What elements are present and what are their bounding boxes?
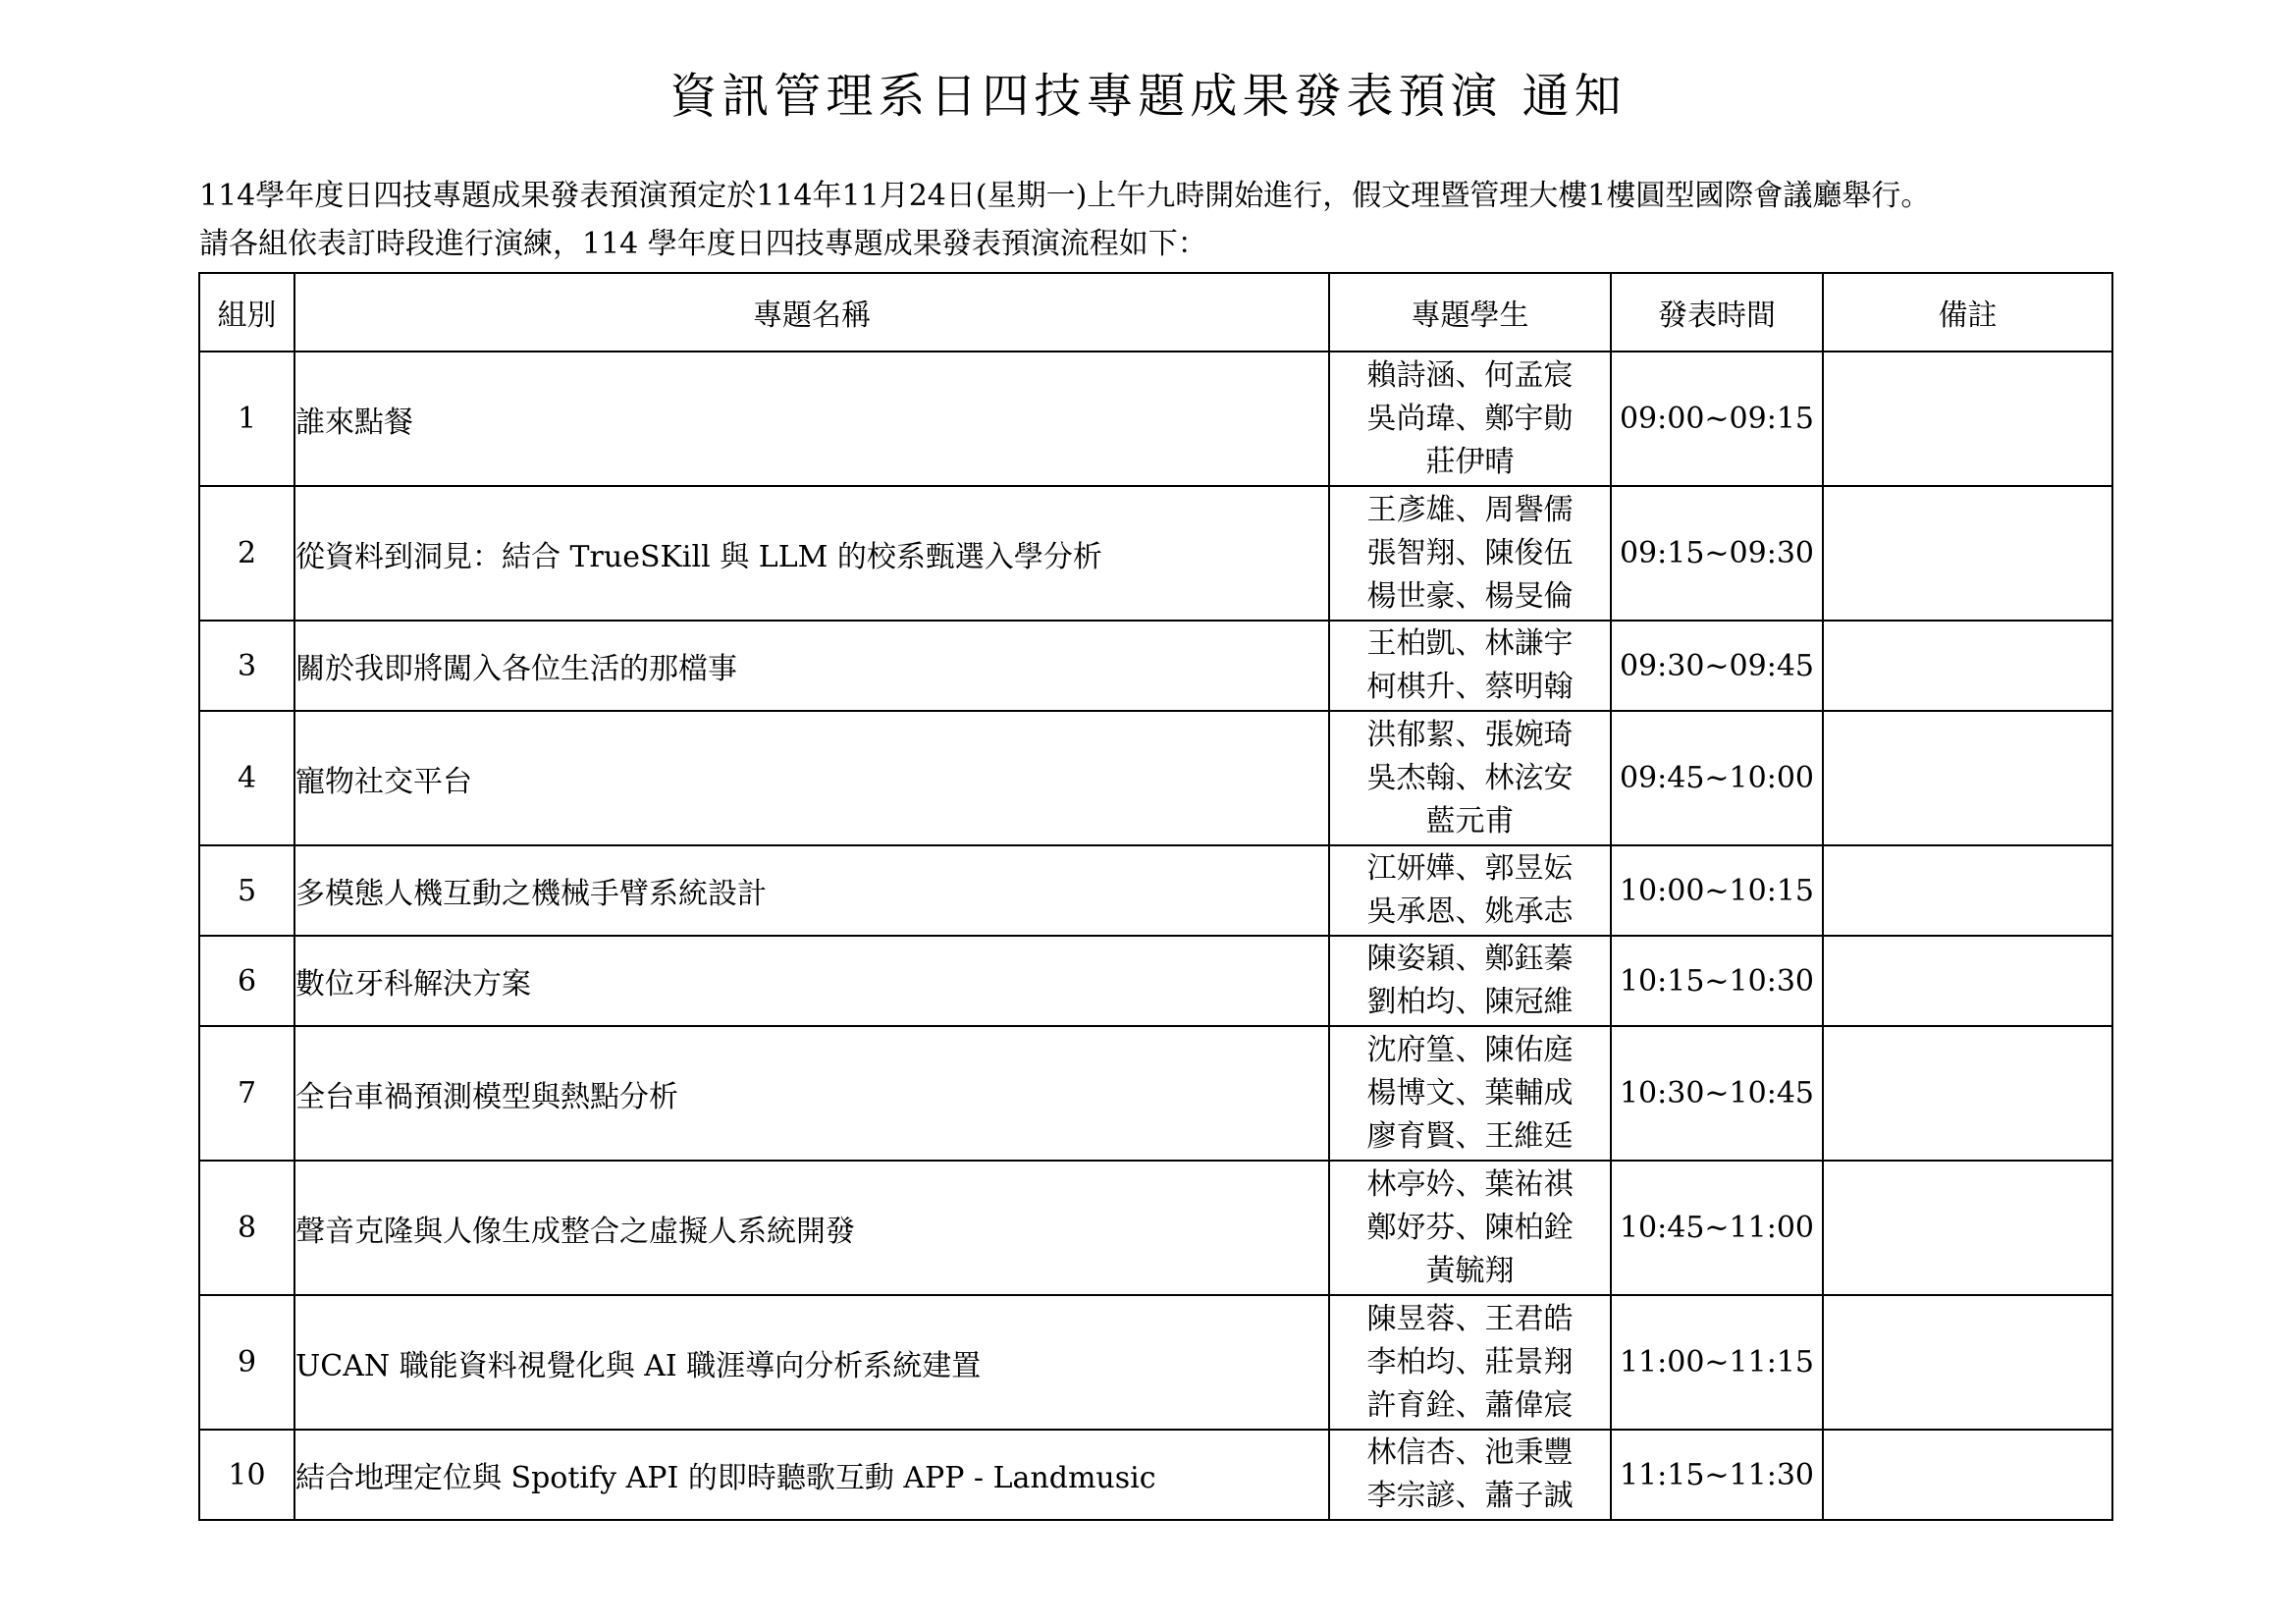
header-remark: 備註 — [1823, 273, 2112, 352]
remark-cell — [1823, 352, 2112, 486]
remark-cell — [1823, 936, 2112, 1026]
table-row — [199, 936, 2112, 1026]
table-row — [199, 711, 2112, 845]
project-students — [1329, 621, 1611, 711]
header-students: 專題學生 — [1329, 273, 1611, 352]
student-line: 洪郁絜、張婉琦 — [1366, 717, 1574, 752]
student-line: 賴詩涵、何孟宸 — [1366, 357, 1574, 393]
student-line: 楊世豪、楊旻倫 — [1366, 578, 1574, 614]
student-line: 黃毓翔 — [1425, 1253, 1515, 1288]
project-name: 數位牙科解決方案 — [294, 936, 1329, 1026]
student-line: 莊伊晴 — [1425, 444, 1515, 479]
presentation-time: 10:15~10:30 — [1611, 936, 1823, 1026]
table-row — [199, 1161, 2112, 1295]
project-students — [1329, 1430, 1611, 1520]
student-line: 藍元甫 — [1425, 803, 1515, 839]
project-name: 誰來點餐 — [294, 352, 1329, 486]
page-title: 資訊管理系日四技專題成果發表預演 通知 — [669, 69, 1627, 124]
project-name: UCAN 職能資料視覺化與 AI 職涯導向分析系統建置 — [294, 1295, 1329, 1430]
header-project-name: 專題名稱 — [294, 273, 1329, 352]
remark-cell — [1823, 1430, 2112, 1520]
group-no: 5 — [199, 845, 294, 936]
project-name: 結合地理定位與 Spotify API 的即時聽歌互動 APP - Landmusic — [294, 1430, 1329, 1520]
student-line: 王彥雄、周譽儒 — [1366, 492, 1574, 527]
student-line: 林亭妗、葉祐祺 — [1366, 1166, 1574, 1202]
student-line: 王柏凱、林謙宇 — [1366, 626, 1574, 661]
project-students — [1329, 936, 1611, 1026]
header-time: 發表時間 — [1611, 273, 1823, 352]
remark-cell — [1823, 845, 2112, 936]
remark-cell — [1823, 621, 2112, 711]
table-row — [199, 621, 2112, 711]
project-students — [1329, 1161, 1611, 1295]
student-line: 陳姿穎、鄭鈺蓁 — [1366, 942, 1574, 976]
project-name: 從資料到洞見：結合 TrueSKill 與 LLM 的校系甄選入學分析 — [294, 486, 1329, 621]
schedule-table — [198, 272, 2113, 1521]
table-row — [199, 1295, 2112, 1430]
student-line: 李柏均、莊景翔 — [1366, 1344, 1574, 1380]
group-no: 1 — [199, 352, 294, 486]
remark-cell — [1823, 1026, 2112, 1161]
group-no: 10 — [199, 1430, 294, 1520]
project-name: 關於我即將闖入各位生活的那檔事 — [294, 621, 1329, 711]
project-name: 全台車禍預測模型與熱點分析 — [294, 1026, 1329, 1161]
header-group-no: 組別 — [199, 273, 294, 352]
presentation-time: 09:30~09:45 — [1611, 621, 1823, 711]
student-line: 陳昱蓉、王君皓 — [1366, 1301, 1574, 1336]
student-line: 廖育賢、王維廷 — [1366, 1118, 1574, 1154]
student-line: 楊博文、葉輔成 — [1366, 1075, 1574, 1110]
group-no: 9 — [199, 1295, 294, 1430]
table-header-row — [199, 273, 2112, 352]
student-line: 許育銓、蕭偉宸 — [1366, 1387, 1574, 1423]
remark-cell — [1823, 711, 2112, 845]
intro-paragraph-line-2: 請各組依表訂時段進行演練，114 學年度日四技專題成果發表預演流程如下： — [199, 227, 1207, 261]
remark-cell — [1823, 1161, 2112, 1295]
student-line: 沈府篁、陳佑庭 — [1366, 1032, 1574, 1067]
presentation-time: 10:30~10:45 — [1611, 1026, 1823, 1161]
presentation-time: 09:45~10:00 — [1611, 711, 1823, 845]
student-line: 鄭妤芬、陳柏銓 — [1366, 1210, 1574, 1245]
group-no: 6 — [199, 936, 294, 1026]
table-row — [199, 1430, 2112, 1520]
table-row — [199, 352, 2112, 486]
student-line: 吳承恩、姚承志 — [1366, 894, 1574, 929]
project-name: 寵物社交平台 — [294, 711, 1329, 845]
student-line: 劉柏均、陳冠維 — [1366, 985, 1574, 1019]
remark-cell — [1823, 1295, 2112, 1430]
student-line: 李宗諺、蕭子誠 — [1366, 1479, 1574, 1513]
group-no: 2 — [199, 486, 294, 621]
student-line: 柯棋升、蔡明翰 — [1366, 670, 1574, 704]
project-students — [1329, 845, 1611, 936]
group-no: 3 — [199, 621, 294, 711]
student-line: 吳尚瑋、鄭宇勛 — [1366, 401, 1574, 436]
project-students — [1329, 1026, 1611, 1161]
table-row — [199, 486, 2112, 621]
table-row — [199, 845, 2112, 936]
group-no: 7 — [199, 1026, 294, 1161]
presentation-time: 10:00~10:15 — [1611, 845, 1823, 936]
presentation-time: 09:15~09:30 — [1611, 486, 1823, 621]
student-line: 吳杰翰、林泫安 — [1366, 760, 1574, 795]
table-row — [199, 1026, 2112, 1161]
project-name: 多模態人機互動之機械手臂系統設計 — [294, 845, 1329, 936]
presentation-time: 11:00~11:15 — [1611, 1295, 1823, 1430]
group-no: 8 — [199, 1161, 294, 1295]
student-line: 張智翔、陳俊伍 — [1366, 535, 1574, 570]
presentation-time: 10:45~11:00 — [1611, 1161, 1823, 1295]
student-line: 江妍嬅、郭昱妘 — [1366, 851, 1574, 886]
project-students — [1329, 352, 1611, 486]
project-students — [1329, 486, 1611, 621]
project-students — [1329, 1295, 1611, 1430]
presentation-time: 11:15~11:30 — [1611, 1430, 1823, 1520]
group-no: 4 — [199, 711, 294, 845]
remark-cell — [1823, 486, 2112, 621]
project-students — [1329, 711, 1611, 845]
presentation-time: 09:00~09:15 — [1611, 352, 1823, 486]
intro-paragraph-line-1: 114學年度日四技專題成果發表預演預定於114年11月24日(星期一)上午九時開始進行，假文理暨管理大樓1樓圓型國際會議廳舉行。 — [199, 179, 1931, 213]
student-line: 林信杏、池秉豐 — [1366, 1435, 1574, 1470]
project-name: 聲音克隆與人像生成整合之虛擬人系統開發 — [294, 1161, 1329, 1295]
